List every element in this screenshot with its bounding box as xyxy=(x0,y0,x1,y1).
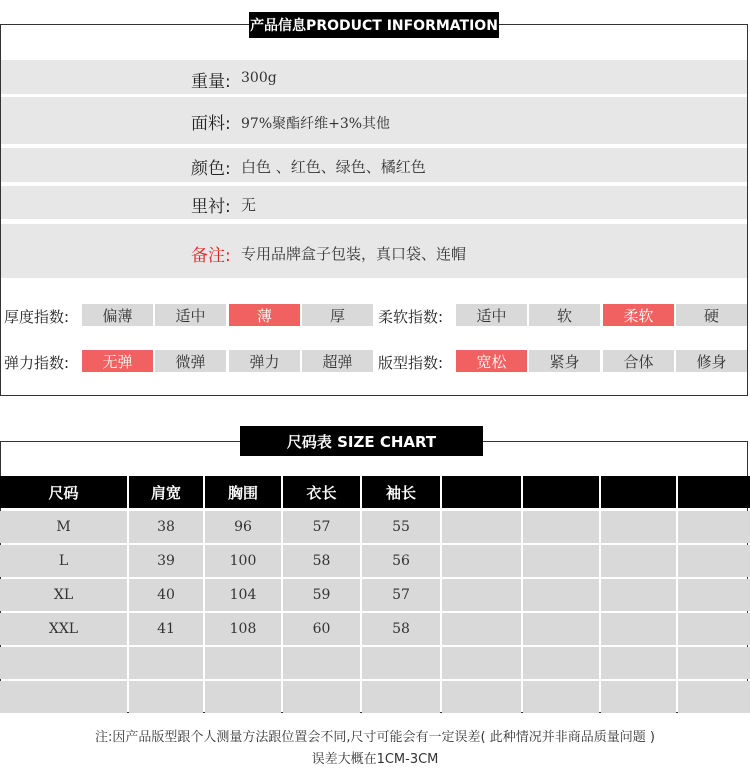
elasticity-option: 超弹 xyxy=(302,350,373,372)
elasticity-index-label: 弹力指数: xyxy=(4,354,70,372)
size-table-cell: 39 xyxy=(129,545,203,577)
size-table-cell xyxy=(442,579,521,611)
info-row-fabric xyxy=(1,97,747,144)
size-table-header xyxy=(601,476,676,508)
size-table-cell: M xyxy=(0,511,127,543)
size-table-cell: 104 xyxy=(205,579,281,611)
size-table-cell: L xyxy=(0,545,127,577)
size-table-cell xyxy=(523,579,599,611)
info-value: 97%聚酯纤维+3%其他 xyxy=(241,116,391,132)
size-table-cell xyxy=(442,511,521,543)
size-table-cell xyxy=(678,579,750,611)
size-table-cell xyxy=(601,681,676,713)
size-table-cell xyxy=(205,647,281,679)
fit-option: 合体 xyxy=(603,350,674,372)
size-table-cell: 55 xyxy=(362,511,440,543)
size-table-cell xyxy=(205,681,281,713)
size-table-cell: 58 xyxy=(283,545,360,577)
info-row-remark xyxy=(1,224,747,278)
info-row-color xyxy=(1,148,747,182)
size-table-header xyxy=(442,476,521,508)
info-value: 300g xyxy=(241,70,277,86)
softness-option: 硬 xyxy=(676,304,747,326)
size-table-cell: 38 xyxy=(129,511,203,543)
size-table-cell: 40 xyxy=(129,579,203,611)
fit-index-label: 版型指数: xyxy=(378,354,444,372)
softness-option: 软 xyxy=(529,304,600,326)
size-table-cell: 58 xyxy=(362,613,440,645)
info-label: 重量: xyxy=(191,72,231,92)
size-table-cell xyxy=(442,647,521,679)
size-table-cell: 57 xyxy=(362,579,440,611)
info-value: 专用品牌盒子包装，真口袋、连帽 xyxy=(241,245,467,263)
size-table-cell xyxy=(362,647,440,679)
fit-option: 宽松 xyxy=(456,350,527,372)
size-table-header: 尺码 xyxy=(0,476,127,508)
size-table-cell xyxy=(601,511,676,543)
elasticity-option: 无弹 xyxy=(82,350,153,372)
size-table-header xyxy=(523,476,599,508)
size-chart-title: 尺码表 SIZE CHART xyxy=(240,426,483,456)
size-table-cell: XXL xyxy=(0,613,127,645)
info-label: 里衬: xyxy=(191,197,231,217)
fit-option: 紧身 xyxy=(529,350,600,372)
size-table-header xyxy=(678,476,750,508)
footnote-line1: 注:因产品版型跟个人测量方法跟位置会不同,尺寸可能会有一定误差( 此种情况并非商品质量问题 ) xyxy=(95,730,655,745)
size-table-cell xyxy=(129,647,203,679)
size-table-cell: 41 xyxy=(129,613,203,645)
size-table-cell xyxy=(442,545,521,577)
product-info-title: 产品信息PRODUCT INFORMATION xyxy=(249,12,499,38)
size-table-header: 衣长 xyxy=(283,476,360,508)
size-table-cell: 108 xyxy=(205,613,281,645)
size-table-cell: 56 xyxy=(362,545,440,577)
thickness-option: 适中 xyxy=(155,304,226,326)
size-table-cell: 96 xyxy=(205,511,281,543)
elasticity-option: 微弹 xyxy=(155,350,226,372)
size-table-header: 袖长 xyxy=(362,476,440,508)
size-table-cell xyxy=(678,681,750,713)
info-label: 颜色: xyxy=(191,159,231,179)
size-table-cell: 59 xyxy=(283,579,360,611)
footnote-line2: 误差大概在1CM-3CM xyxy=(311,752,439,767)
remark-label: 备注: xyxy=(191,246,231,266)
size-table-cell xyxy=(678,647,750,679)
size-table-cell xyxy=(601,579,676,611)
size-table-cell: 57 xyxy=(283,511,360,543)
size-table-cell xyxy=(523,647,599,679)
size-table-cell xyxy=(362,681,440,713)
info-row-lining xyxy=(1,186,747,219)
size-table-cell xyxy=(129,681,203,713)
size-table-cell xyxy=(523,545,599,577)
size-table-cell xyxy=(523,613,599,645)
size-table-cell xyxy=(442,681,521,713)
size-table-cell xyxy=(0,681,127,713)
info-value: 白色 、红色、绿色、橘红色 xyxy=(241,158,426,176)
size-table-cell: 100 xyxy=(205,545,281,577)
size-table-header: 胸围 xyxy=(205,476,281,508)
size-table-cell xyxy=(0,647,127,679)
size-table-cell xyxy=(442,613,521,645)
size-table-cell xyxy=(678,545,750,577)
size-table-cell xyxy=(601,545,676,577)
thickness-option: 偏薄 xyxy=(82,304,153,326)
info-value: 无 xyxy=(241,196,257,214)
softness-option: 适中 xyxy=(456,304,527,326)
size-table-cell: XL xyxy=(0,579,127,611)
size-table-cell xyxy=(283,681,360,713)
thickness-index-label: 厚度指数: xyxy=(4,308,70,326)
size-table-cell xyxy=(678,613,750,645)
size-table-cell xyxy=(523,681,599,713)
size-table-cell xyxy=(601,647,676,679)
info-label: 面料: xyxy=(191,114,231,134)
fit-option: 修身 xyxy=(676,350,747,372)
thickness-option: 薄 xyxy=(229,304,300,326)
size-table-cell xyxy=(283,647,360,679)
info-row-weight xyxy=(1,60,747,94)
size-table-cell xyxy=(678,511,750,543)
elasticity-option: 弹力 xyxy=(229,350,300,372)
size-table-cell: 60 xyxy=(283,613,360,645)
size-table-cell xyxy=(601,613,676,645)
size-table-cell xyxy=(523,511,599,543)
size-table-header: 肩宽 xyxy=(129,476,203,508)
softness-index-label: 柔软指数: xyxy=(378,308,444,326)
softness-option: 柔软 xyxy=(603,304,674,326)
thickness-option: 厚 xyxy=(302,304,373,326)
